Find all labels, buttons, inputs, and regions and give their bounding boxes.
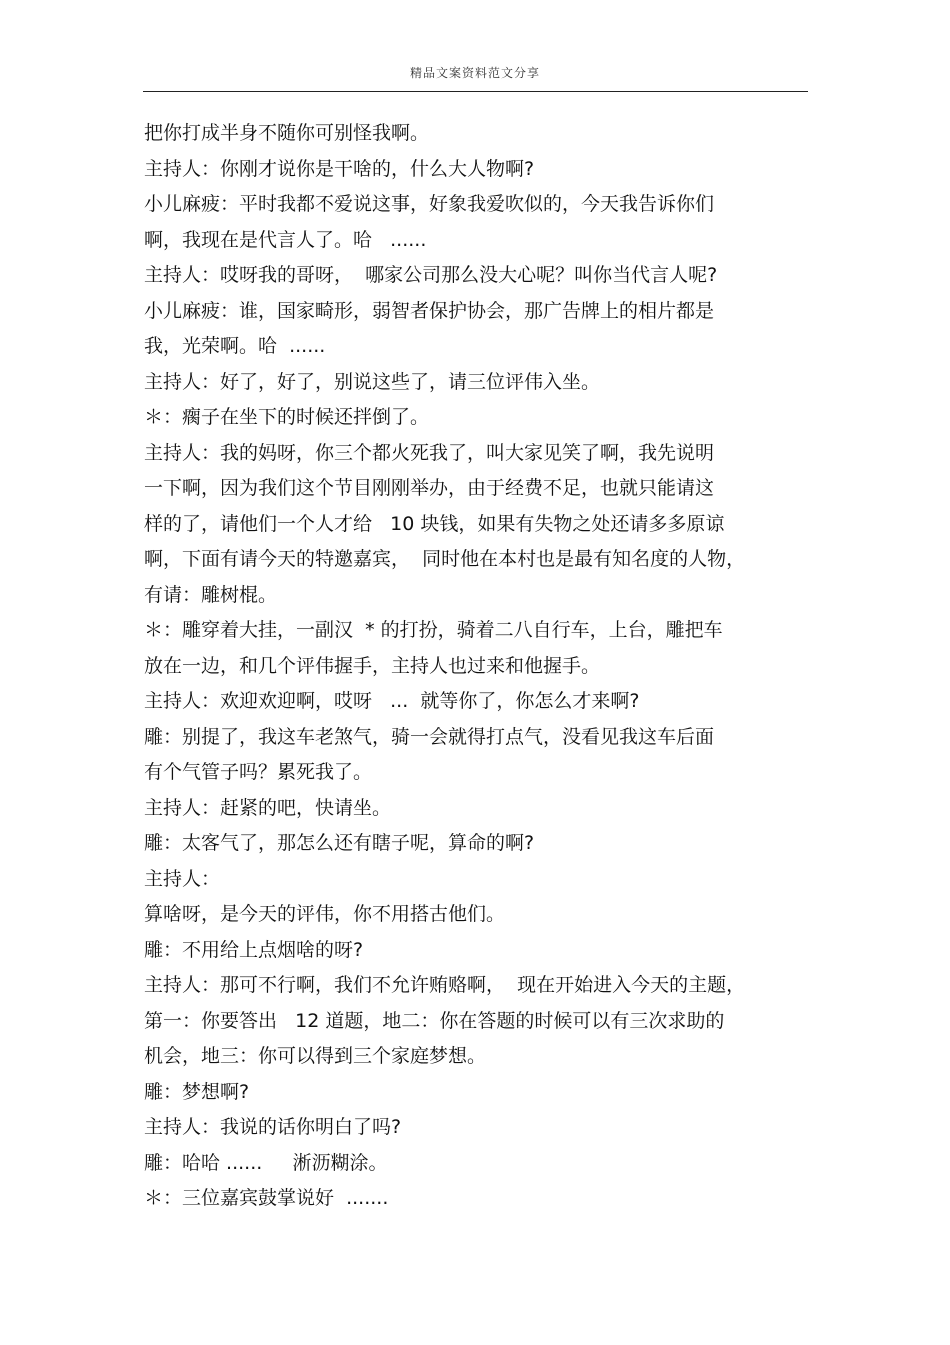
text-line: 雕：哈哈 ...... 淅沥糊涂。	[144, 1151, 388, 1174]
header-divider	[143, 91, 808, 92]
text-line: 啊，我现在是代言人了。哈 ......	[144, 228, 427, 251]
text-line: 把你打成半身不随你可别怪我啊。	[144, 122, 430, 144]
text-line: 有请：雕树棍。	[144, 583, 278, 606]
text-line: 主持人：好了，好了，别说这些了，请三位评伟入坐。	[144, 370, 601, 393]
text-line: 小儿麻疲：谁，国家畸形，弱智者保护协会，那广告牌上的相片都是	[144, 299, 715, 322]
text-line: ＊：三位嘉宾鼓掌说好 .......	[144, 1187, 389, 1209]
text-line: 第一：你要答出 12 道题，地二：你在答题的时候可以有三次求助的	[144, 1009, 725, 1032]
document-body	[144, 116, 784, 1217]
text-line: 主持人：欢迎欢迎啊，哎呀 ... 就等你了，你怎么才来啊?	[144, 690, 640, 712]
text-line: 主持人：你刚才说你是干啥的，什么大人物啊?	[144, 157, 535, 180]
text-line: 雕：别提了，我这车老煞气，骑一会就得打点气，没看见我这车后面	[144, 725, 715, 748]
text-line: 我，光荣啊。哈 ......	[144, 335, 326, 357]
text-line: ＊：瘸子在坐下的时候还拌倒了。	[144, 406, 430, 428]
text-line: 主持人：那可不行啊，我们不允许贿赂啊， 现在开始进入今天的主题，	[144, 974, 746, 996]
text-line: 啊，下面有请今天的特邀嘉宾， 同时他在本村也是最有知名度的人物，	[144, 548, 746, 570]
text-line: 算啥呀，是今天的评伟，你不用搭古他们。	[144, 903, 506, 925]
text-line: 有个气管子吗？累死我了。	[144, 761, 373, 783]
page-header: 精品文案资料范文分享	[409, 66, 540, 80]
text-line: 小儿麻疲：平时我都不爱说这事，好象我爱吹似的，今天我告诉你们	[144, 193, 715, 215]
text-line: 主持人：赶紧的吧，快请坐。	[144, 796, 392, 819]
text-line: 主持人：我说的话你明白了吗?	[144, 1116, 402, 1138]
text-line: ＊：雕穿着大挂，一副汉 * 的打扮，骑着二八自行车，上台，雕把车	[144, 619, 723, 641]
text-line: 雕：太客气了，那怎么还有瞎子呢，算命的啊?	[144, 832, 535, 854]
text-line: 主持人：我的妈呀，你三个都火死我了，叫大家见笑了啊，我先说明	[144, 441, 715, 464]
text-line: 机会，地三：你可以得到三个家庭梦想。	[144, 1045, 487, 1067]
text-line: 一下啊，因为我们这个节目刚刚举办，由于经费不足，也就只能请这	[144, 477, 715, 499]
text-line: 雕：不用给上点烟啥的呀?	[144, 938, 364, 961]
text-line: 放在一边，和几个评伟握手，主持人也过来和他握手。	[144, 654, 601, 677]
text-line: 样的了，请他们一个人才给 10 块钱，如果有失物之处还请多多原谅	[144, 512, 725, 535]
text-line: 主持人：	[144, 867, 221, 890]
text-line: 主持人：哎呀我的哥呀， 哪家公司那么没大心呢？叫你当代言人呢?	[144, 264, 718, 286]
text-line: 雕：梦想啊?	[144, 1080, 250, 1103]
